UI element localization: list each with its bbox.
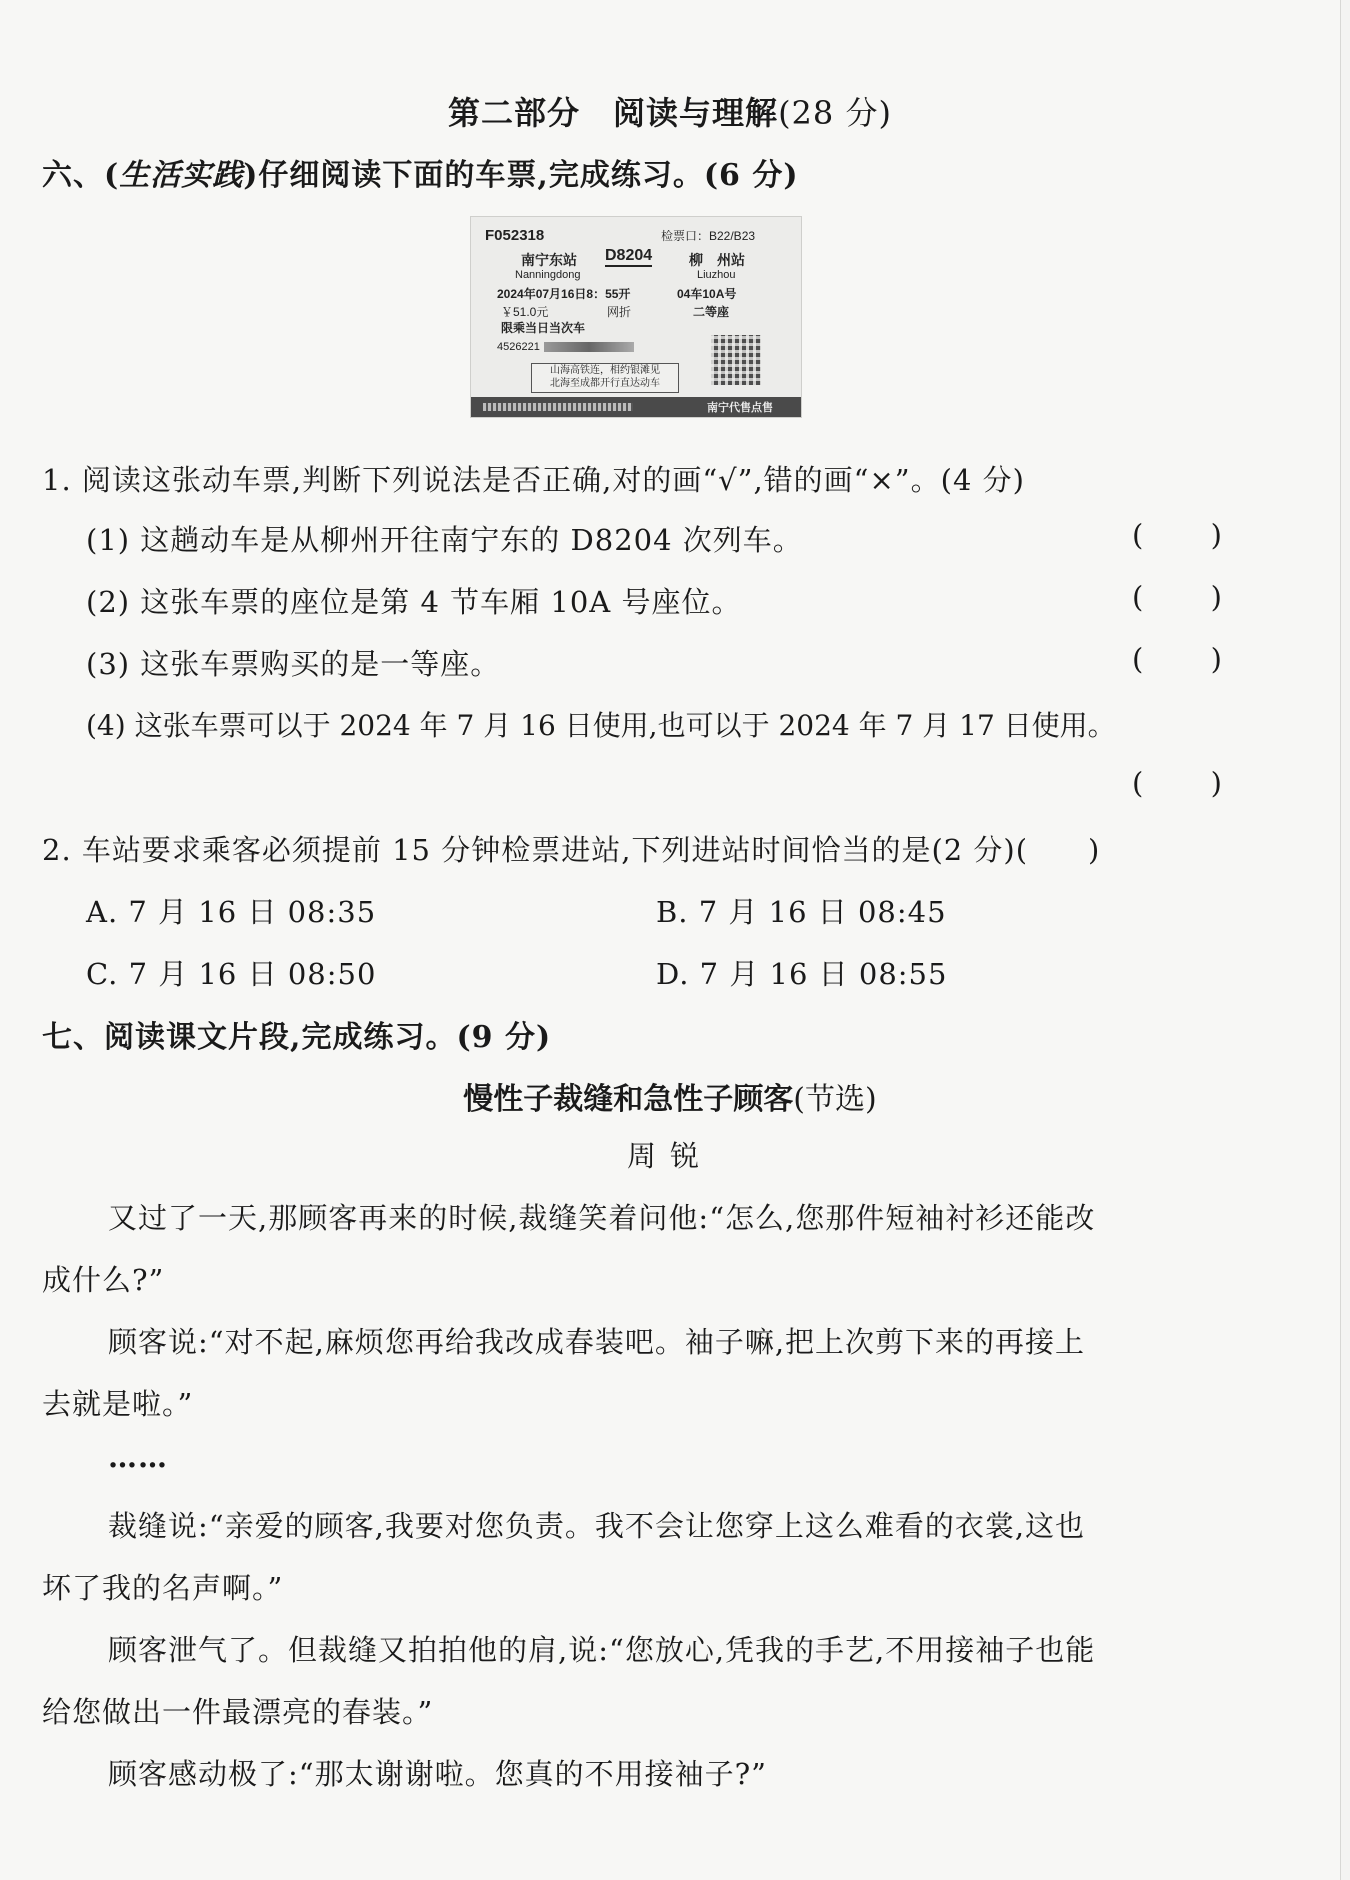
ticket-notice: 山海高铁连，相约银滩见 北海至成都开行直达动车 — [531, 363, 679, 393]
ticket-from-en: Nanningdong — [515, 269, 581, 281]
ticket-datetime: 2024年07月16日8：55开 — [497, 287, 631, 301]
ticket-discount: 网折 — [607, 305, 632, 319]
ticket-seat: 04车10A号 — [677, 287, 737, 301]
passage-line: 顾客泄气了。但裁缝又拍拍他的肩,说:“您放心,凭我的手艺,不用接袖子也能 — [108, 1633, 1096, 1667]
q1-item-1: (1) 这趟动车是从柳州开往南宁东的 D8204 次列车。 — [86, 523, 803, 557]
passage-ellipsis: …… — [108, 1440, 168, 1474]
ticket-from: 南宁东站 — [521, 252, 577, 268]
passage-line: 顾客感动极了:“那太谢谢啦。您真的不用接袖子?” — [108, 1757, 767, 1791]
passage-title: 慢性子裁缝和急性子顾客(节选) — [463, 1082, 877, 1117]
ticket-train-number: D8204 — [605, 247, 652, 267]
ticket-agent: 南宁代售点售 — [707, 402, 773, 414]
answer-blank-2[interactable]: ( ) — [1132, 580, 1222, 614]
ticket-class: 二等座 — [693, 305, 730, 319]
q2-stem: 2. 车站要求乘客必须提前 15 分钟检票进站,下列进站时间恰当的是(2 分)( ) — [42, 833, 1101, 867]
q1-item-4: (4) 这张车票可以于 2024 年 7 月 16 日使用,也可以于 2024 年 7 月 17 日使用。 — [86, 709, 1116, 742]
ticket-to-en: Liuzhou — [697, 269, 736, 281]
section-six-heading: 六、(生活实践)仔细阅读下面的车票,完成练习。(6 分) — [42, 158, 799, 193]
passage-line: 给您做出一件最漂亮的春装。” — [42, 1695, 434, 1729]
q2-option-a[interactable]: A. 7 月 16 日 08:35 — [86, 895, 377, 929]
passage-line: 去就是啦。” — [42, 1387, 194, 1421]
passage-note: (节选) — [793, 1082, 877, 1117]
passage-line: 又过了一天,那顾客再来的时候,裁缝笑着问他:“怎么,您那件短袖衬衫还能改 — [108, 1201, 1096, 1235]
answer-blank-4[interactable]: ( ) — [1132, 766, 1222, 800]
passage-line: 顾客说:“对不起,麻烦您再给我改成春装吧。袖子嘛,把上次剪下来的再接上 — [108, 1325, 1086, 1359]
passage-line: 裁缝说:“亲爱的顾客,我要对您负责。我不会让您穿上这么难看的衣裳,这也 — [108, 1509, 1086, 1543]
q1-item-3: (3) 这张车票购买的是一等座。 — [86, 647, 501, 681]
answer-blank-3[interactable]: ( ) — [1132, 642, 1222, 676]
passage-line: 成什么?” — [42, 1263, 165, 1297]
ticket-id-number: 4526221 — [497, 341, 634, 353]
train-ticket-image — [470, 216, 802, 418]
ticket-bottom-band — [471, 397, 801, 417]
ticket-price: ￥51.0元 — [501, 305, 549, 319]
q2-option-c[interactable]: C. 7 月 16 日 08:50 — [86, 957, 377, 991]
q2-option-d[interactable]: D. 7 月 16 日 08:55 — [656, 957, 948, 991]
ticket-gate: 检票口：B22/B23 — [661, 229, 756, 243]
ticket-to: 柳 州站 — [689, 252, 745, 268]
q1-stem: 1. 阅读这张动车票,判断下列说法是否正确,对的画“√”,错的画“×”。(4 分) — [42, 463, 1025, 497]
part-points: (28 分) — [778, 94, 892, 132]
passage-line: 坏了我的名声啊。” — [42, 1571, 284, 1605]
answer-blank-1[interactable]: ( ) — [1132, 518, 1222, 552]
part-title: 第二部分 阅读与理解(28 分) — [448, 94, 892, 132]
q1-item-2: (2) 这张车票的座位是第 4 节车厢 10A 号座位。 — [86, 585, 742, 619]
redacted-id — [544, 342, 634, 352]
barcode-icon — [483, 403, 633, 411]
ticket-limit: 限乘当日当次车 — [501, 321, 586, 335]
section-seven-heading: 七、阅读课文片段,完成练习。(9 分) — [42, 1020, 552, 1055]
q2-option-b[interactable]: B. 7 月 16 日 08:45 — [656, 895, 947, 929]
section-tag: 生活实践 — [119, 158, 244, 193]
passage-author: 周锐 — [626, 1139, 713, 1173]
ticket-serial: F052318 — [485, 227, 545, 244]
